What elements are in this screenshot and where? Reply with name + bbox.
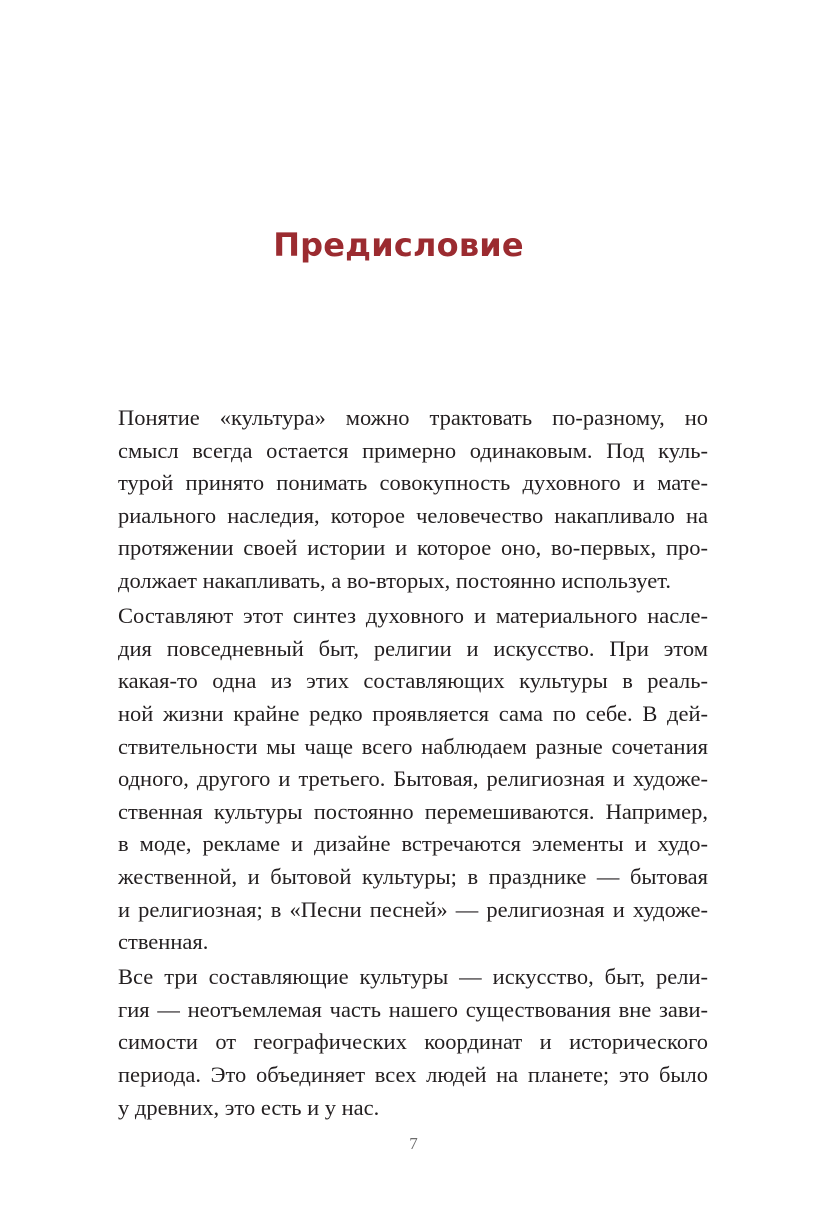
- text-line: какая-то одна из этих составляющих культуры в реаль-: [118, 668, 708, 694]
- text-line: смысл всегда остается примерно одинаковым. Под куль-: [118, 437, 708, 463]
- text-line: жественной, и бытовой культуры; в празднике — бытовая: [118, 863, 708, 889]
- text-line: протяжении своей истории и которое оно, во-первых, про-: [118, 535, 708, 561]
- paragraph-2: [118, 600, 708, 959]
- text-line: Все три составляющие культуры — искусство, быт, рели-: [118, 964, 708, 990]
- paragraph-3: [118, 961, 708, 1124]
- text-line: одного, другого и третьего. Бытовая, религиозная и художе-: [118, 766, 708, 792]
- chapter-title: Предисловие: [273, 226, 524, 264]
- text-line: ственная культуры постоянно перемешиваются. Например,: [118, 798, 708, 824]
- text-line: и религиозная; в «Песни песней» — религиозная и художе-: [118, 896, 708, 922]
- paragraph-1: [118, 402, 708, 598]
- text-line: гия — неотъемлемая часть нашего существования вне зави-: [118, 996, 708, 1022]
- text-line: Составляют этот синтез духовного и материального насле-: [118, 603, 708, 629]
- text-line: периода. Это объединяет всех людей на планете; это было: [118, 1062, 708, 1088]
- text-line: у древних, это есть и у нас.: [118, 1094, 380, 1120]
- page-number: 7: [409, 1134, 418, 1153]
- text-line: ственная.: [118, 929, 209, 955]
- body-text: [118, 402, 708, 1124]
- text-line: ствительности мы чаще всего наблюдаем разные сочетания: [118, 733, 708, 759]
- text-line: дия повседневный быт, религии и искусство. При этом: [118, 635, 708, 661]
- text-line: должает накапливать, а во-вторых, постоянно использует.: [118, 567, 671, 593]
- text-line: в моде, рекламе и дизайне встречаются элементы и худо-: [118, 831, 708, 857]
- text-line: турой принято понимать совокупность духовного и мате-: [118, 470, 708, 496]
- text-line: риального наследия, которое человечество накапливало на: [118, 502, 708, 528]
- text-line: Понятие «культура» можно трактовать по-разному, но: [118, 405, 708, 430]
- text-line: симости от географических координат и исторического: [118, 1029, 708, 1055]
- text-line: ной жизни крайне редко проявляется сама по себе. В дей-: [118, 700, 708, 726]
